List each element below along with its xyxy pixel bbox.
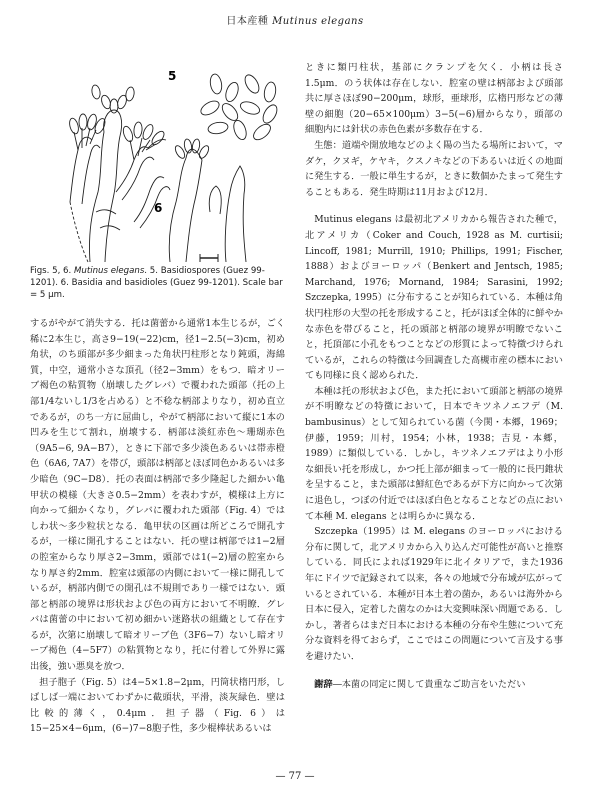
page-number: — 77 — — [275, 771, 315, 782]
figure-label-5: 5 — [168, 69, 177, 83]
caption-species: Mutinus elegans — [73, 266, 145, 276]
right-paragraph: 生態：道端や開放地などのよく陽の当たる場所において，マダケ，クヌギ，ケヤキ，クスノキなどの下あるいは近くの地面に発生する．一般に単生するが，ときに数個かたまって発生することもある．発生時期は11月および12月． — [305, 139, 563, 198]
right-paragraph: Szczepka（1995）は M. elegans のヨーロッパにおける分布に関して，北アメリカから入り込んだ可能性が高いと推察している．同氏によれば1929年に北イタリアで，また1936年にドイツで記録されて以来，各々の地域で分布域が広がっているとされている．本種が日本土着の菌か，あるいは海外から日本に侵入，定着した菌なのかは大変興味深い問題である．しかし，著者らはまだ日本における本種の分布や生態について充分な資料を得ておらず，ここではこの問題について言及する事を避けたい． — [305, 526, 563, 662]
basidiospores-drawing — [199, 73, 280, 143]
right-column — [305, 60, 563, 692]
running-head — [0, 12, 590, 27]
right-paragraph: ときに類円柱状，基部にクランプを欠く．小柄は長さ1.5μm．のう状体は存在しない．腔室の壁は柄部および頭部共に厚さほぼ90−200μm，球形，亜球形，広楕円形などの薄壁の細胞（20−65×100μm）3−5(−6)層からなり，頭部の細胞内には針状の赤色色素が多数存在する． — [305, 62, 563, 136]
acknowledgement-text: ―本菌の同定に関して貴重なご助言をいただい — [332, 678, 526, 690]
left-paragraph: 担子胞子（Fig. 5）は4−5×1.8−2μm，円筒状楕円形，しばしば一端においてわずかに截頭状，平滑，淡灰緑色．壁は比較的薄く，0.4μm．担子器（Fig. 6）は15−25×4−6μm，(6−)7−8胞子性，多少棍棒状あるいは — [30, 676, 285, 735]
basidia-drawing — [68, 84, 246, 262]
caption-body: . 5. Basidiospores (Guez 99-1201). 6. Basidia and basidioles (Guez 99-1201). Scale bar = 5 μm. — [30, 266, 283, 301]
left-column — [30, 316, 285, 737]
acknowledgement — [305, 677, 563, 693]
running-head-prefix: 日本産種 — [226, 16, 273, 27]
left-paragraph: するがやがて消失する．托は菌蕾から通常1本生じるが，ごく稀に2本生じ，高さ9−19(−22)cm，径1−2.5(−3)cm，初め角状，のち頭部が多少細まった角状円柱形となり鈍頭，海綿質，中空，通常小さな頂孔（径2−3mm）をもつ．暗オリーブ褐色の粘質物（崩壊したグレバ）で覆われた頭部（托の上部1/4ないし1/3を占める）と不稔な柄部よりなり，初め直立であるが，のち一方に屈曲し，やがて柄部において縦に1本の凹みを生じて割れ，崩壊する．柄部は淡紅赤色〜珊瑚赤色（9A5−6, 9A−B7），ときに下部で多少淡色あるいは帯赤橙色（6A6, 7A7）を帯び，頭部は柄部とほぼ同色かあるいは多少暗色（9C−D8）．托の表面は柄部で多少隆起した細かい亀甲状の模様（大きさ0.5−2mm）を表わすが，模様は上方に向かって細かくなり，グレバに覆われた頭部（Fig. 4）ではしわ状〜多少粒状となる．亀甲状の区画は所どころで開孔するが，一様に開孔することはない．托の壁は柄部では1−2層の腔室からなり厚さ2−3mm，頭部では1(−2)層の腔室からなり厚さ約2mm．腔室は頭部の内側において一様に開孔しているが，柄部内側での開孔は不規則であり一様ではない．頭部と柄部の境界は形状および色の両方において不明瞭．グレバは菌蕾の中において初め細かい迷路状の組織として存在するが，次第に崩壊して暗オリーブ色（3F6−7）ないし暗オリーブ褐色（4−5F7）の粘質物となり，托に付着して外界に露出後，強い悪臭を放つ． — [30, 318, 285, 673]
right-paragraph: 本種は托の形状および色，また托において頭部と柄部の境界が不明瞭などの特徴において，日本でキツネノエフデ（M. bambusinus）として知られている菌（今関・本郷，1969；伊藤，1959；川村，1954；小林，1938；吉見・本郷，1989）に類似している．しかし，キツネノエフデはより小形な細長い托を形成し，かつ托上部が細まって一般的に長円錐状を呈すること，また頭部は鮮紅色であるが下方に向かって次第に退色し，つぼの付近ではほぼ白色となることなどの点において本種 M. elegans とは明らかに異なる． — [305, 385, 563, 522]
figure-label-6: 6 — [154, 201, 163, 215]
caption-prefix: Figs. 5, 6. — [30, 266, 74, 276]
running-head-species: Mutinus elegans — [272, 16, 364, 27]
figure-caption — [30, 265, 285, 302]
right-paragraph: Mutinus elegans は最初北アメリカから報告された種で，北アメリカ（Coker and Couch, 1928 as M. curtisii; Lincoff, 1981; Murrill, 1910; Phillips, 1991; Fischer, 1888）およびヨーロッパ（Benkert and Jentsch, 1985; Marchand, 1976; Mornand, 1984; Sarasini, 1992; Szczepka, 1995）に分布することが知られている．本種は角状円柱形の大型の托を形成すること，托がほぼ全体的に鮮やかな赤色を帯びること，托の頭部と柄部の境界が明瞭でないこと，托頂部に小孔をもつことなどの形質によって特徴づけられているが，これらの特徴は今回調査した高槻市産の標本においても同様に良く認められた． — [305, 214, 563, 382]
figure-drawing — [30, 62, 285, 266]
figure-5-6 — [30, 62, 285, 266]
acknowledgement-heading: 謝辞 — [314, 678, 333, 690]
